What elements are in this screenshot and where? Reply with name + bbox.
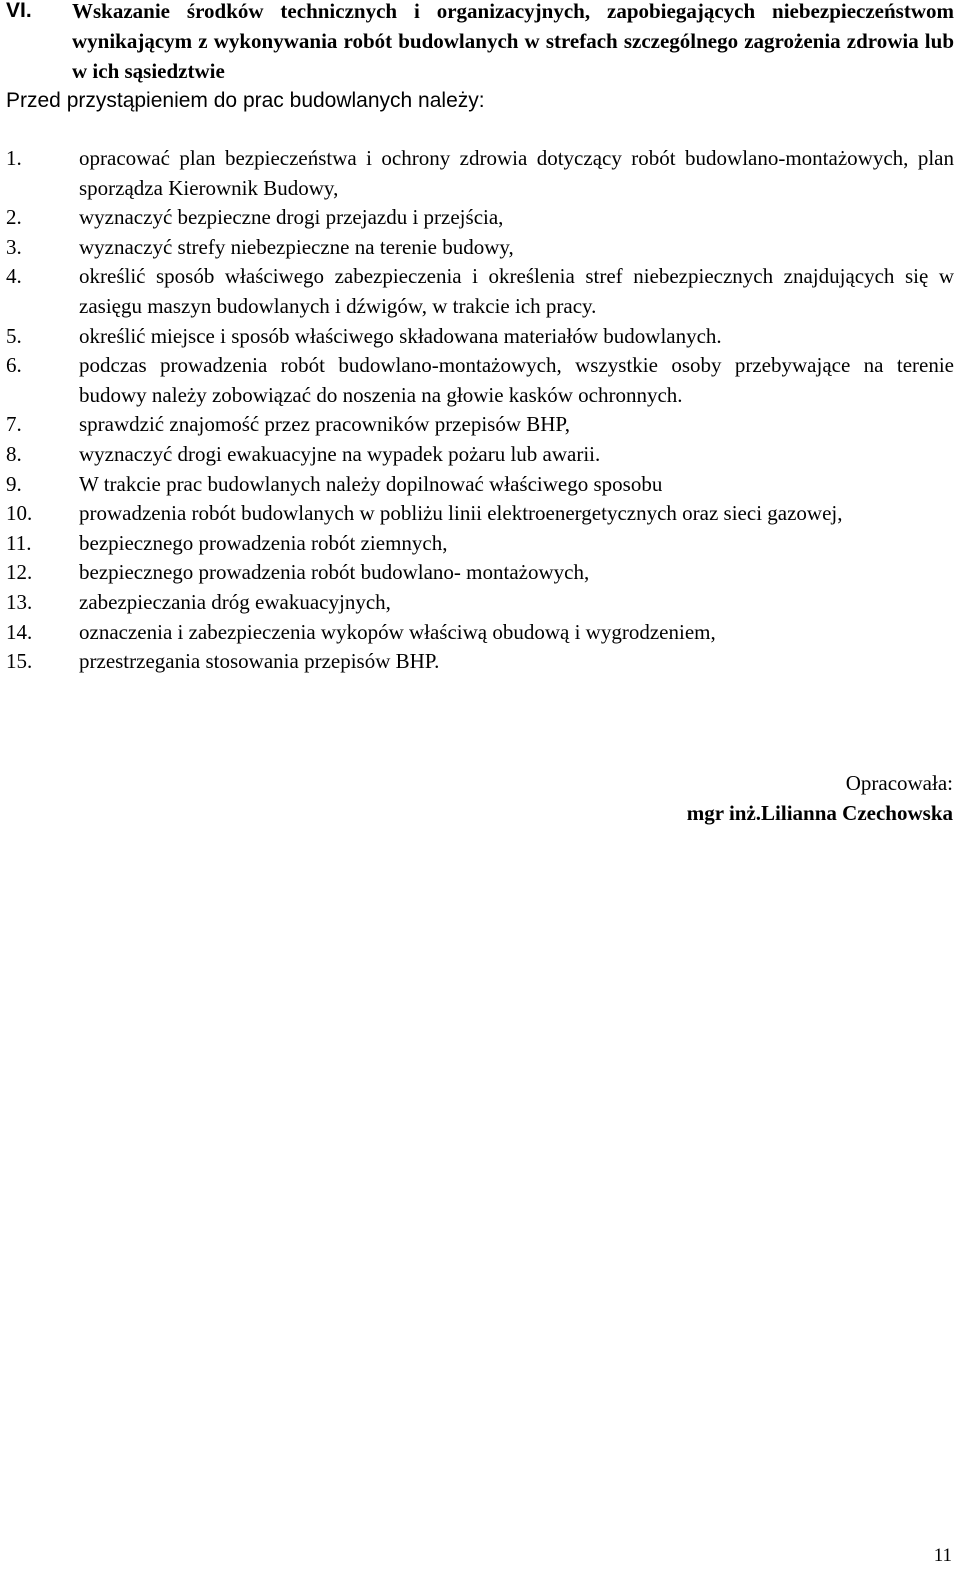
list-item — [6, 588, 954, 618]
section-heading — [6, 0, 954, 86]
list-item-number: 2. — [6, 205, 22, 230]
list-item-number: 7. — [6, 412, 22, 437]
page-number: 11 — [933, 1545, 952, 1566]
list-item-text: określić sposób właściwego zabezpieczenia i określenia stref niebezpiecznych znajdujących się w zasięgu maszyn budowlanych i dźwigów, w trakcie ich pracy. — [79, 264, 954, 318]
list-item-text: opracować plan bezpieczeństwa i ochrony zdrowia dotyczący robót budowlano-montażowych, plan sporządza Kierownik Budowy, — [79, 146, 954, 200]
list-item-number: 5. — [6, 323, 22, 348]
list-item-number: 9. — [6, 471, 22, 496]
list-item-text: oznaczenia i zabezpieczenia wykopów właściwą obudową i wygrodzeniem, — [79, 619, 716, 644]
section-number: VI. — [6, 0, 32, 22]
list-item-number: 10. — [6, 501, 33, 526]
list-item — [6, 233, 954, 263]
list-item — [6, 470, 954, 500]
signature-name: mgr inż.Lilianna Czechowska — [686, 801, 953, 825]
list-item — [6, 499, 954, 529]
list-item — [6, 558, 954, 588]
list-item-text: sprawdzić znajomość przez pracowników przepisów BHP, — [79, 412, 571, 437]
list-item-number: 6. — [6, 353, 22, 378]
section-title: Wskazanie środków technicznych i organizacyjnych, zapobiegających niebezpieczeństwom wynikającym z wykonywania robót budowlanych w strefach szczególnego zagrożenia zdrowia lub w ich sąsiedztwie — [72, 0, 954, 83]
list-item — [6, 647, 954, 677]
signature-role: Opracowała: — [845, 771, 953, 795]
list-item-number: 15. — [6, 649, 33, 674]
list-item-number: 11. — [6, 530, 32, 555]
list-item-number: 3. — [6, 234, 22, 259]
list-item-number: 13. — [6, 589, 33, 614]
list-item-text: wyznaczyć bezpieczne drogi przejazdu i przejścia, — [79, 205, 504, 230]
list-item-text: zabezpieczania dróg ewakuacyjnych, — [79, 589, 391, 614]
list-item — [6, 203, 954, 233]
list-item-number: 8. — [6, 441, 22, 466]
list-item-text: bezpiecznego prowadzenia robót budowlano- montażowych, — [79, 560, 590, 585]
list-item-number: 12. — [6, 560, 33, 585]
list-item — [6, 529, 954, 559]
list-item-text: prowadzenia robót budowlanych w pobliżu linii elektroenergetycznych oraz sieci gazowej, — [79, 501, 843, 526]
list-item — [6, 618, 954, 648]
list-item — [6, 144, 954, 203]
signature-block — [687, 768, 953, 828]
requirements-list — [6, 144, 954, 677]
list-item — [6, 322, 954, 352]
list-item-number: 4. — [6, 264, 22, 289]
list-item — [6, 410, 954, 440]
list-item-text: przestrzegania stosowania przepisów BHP. — [79, 649, 440, 674]
list-item-text: wyznaczyć strefy niebezpieczne na terenie budowy, — [79, 234, 514, 259]
intro-text: Przed przystąpieniem do prac budowlanych należy: — [6, 89, 485, 112]
list-item-text: W trakcie prac budowlanych należy dopilnować właściwego sposobu — [79, 471, 663, 496]
list-item-text: wyznaczyć drogi ewakuacyjne na wypadek pożaru lub awarii. — [79, 441, 601, 466]
list-item-number: 1. — [6, 146, 22, 170]
list-item — [6, 351, 954, 410]
list-item-text: podczas prowadzenia robót budowlano-montażowych, wszystkie osoby przebywające na terenie budowy należy zobowiązać do noszenia na głowie kasków ochronnych. — [79, 353, 954, 407]
list-item — [6, 262, 954, 321]
list-item-number: 14. — [6, 619, 33, 644]
list-item-text: określić miejsce i sposób właściwego składowana materiałów budowlanych. — [79, 323, 722, 348]
list-item — [6, 440, 954, 470]
list-item-text: bezpiecznego prowadzenia robót ziemnych, — [79, 530, 448, 555]
